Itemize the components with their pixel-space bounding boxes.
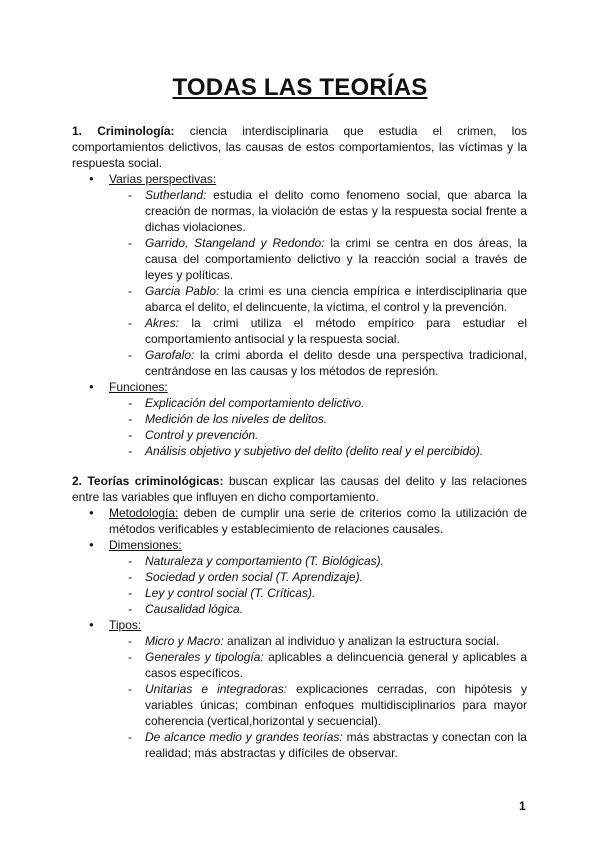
type-name: Unitarias e integradoras: <box>145 682 288 696</box>
methodology-label: Metodología: <box>109 506 179 520</box>
functions-list <box>109 395 527 459</box>
type-item <box>145 681 527 729</box>
types-item <box>109 617 527 761</box>
type-item <box>145 649 527 681</box>
perspectives-item <box>109 171 527 379</box>
page-title: TODAS LAS TEORÍAS <box>172 74 428 101</box>
perspective-author: Garcia Pablo: <box>145 284 220 298</box>
perspective-item <box>145 235 527 283</box>
perspective-item <box>145 187 527 235</box>
section-2-heading: 2. Teorías criminológicas: <box>72 474 224 488</box>
functions-label: Funciones: <box>109 380 168 394</box>
type-name: Generales y tipología: <box>145 650 264 664</box>
section-2-text: buscan explicar las causas del delito y las relaciones entre las variables que influyen en dicho comportamiento. <box>72 474 527 504</box>
dimension-item: - Causalidad lógica. <box>145 601 527 617</box>
perspectives-label: Varias perspectivas: <box>109 172 217 186</box>
perspective-text: la crimi aborda el delito desde una perspectiva tradicional, centrándose en las causas y los métodos de represión. <box>145 348 527 378</box>
function-item: - Explicación del comportamiento delictivo. <box>145 395 527 411</box>
type-text: aplicables a delincuencia general y aplicables a casos específicos. <box>145 650 527 680</box>
types-list <box>109 633 527 761</box>
dimensions-list <box>109 553 527 617</box>
function-item: - Medición de los niveles de delitos. <box>145 411 527 427</box>
page-number: 1 <box>519 799 526 813</box>
perspective-text: la crimi es una ciencia empírica e interdisciplinaria que abarca el delito, el delincuente, la víctima, el control y la prevención. <box>145 284 528 314</box>
section-1-paragraph <box>72 123 527 171</box>
perspective-author: Garrido, Stangeland y Redondo: <box>145 236 325 250</box>
type-text: más abstractas y conectan con la realidad; más abstractas y difíciles de observar. <box>145 730 527 760</box>
perspective-text: la crimi utiliza el método empírico para estudiar el comportamiento antisocial y la respuesta social. <box>145 316 527 346</box>
perspective-item <box>145 283 527 315</box>
function-item: - Control y prevención. <box>145 427 527 443</box>
dimensions-label: Dimensiones: <box>109 538 182 552</box>
perspective-author: Akres: <box>145 316 180 330</box>
methodology-text: deben de cumplir una serie de criterios como la utilización de métodos verificables y establecimiento de relaciones causales. <box>109 506 527 536</box>
types-label: Tipos: <box>109 618 142 632</box>
function-item: - Análisis objetivo y subjetivo del delito (delito real y el percibido). <box>145 443 527 459</box>
perspective-author: Sutherland: <box>145 188 207 202</box>
dimension-item: - Naturaleza y comportamiento (T. Biológicas). <box>145 553 527 569</box>
type-text: analizan al individuo y analizan la estructura social. <box>223 634 500 648</box>
type-text: explicaciones cerradas, con hipótesis y variables únicas; combinan enfoques multidisciplinarios para mayor coherencia (vertical,horizontal y secuencial). <box>145 682 527 728</box>
section-2-paragraph <box>72 473 527 505</box>
type-name: De alcance medio y grandes teorías: <box>145 730 343 744</box>
functions-item <box>109 379 527 459</box>
dimension-item: - Ley y control social (T. Críticas). <box>145 585 527 601</box>
section-1-text: ciencia interdisciplinaria que estudia el crimen, los comportamientos delictivos, las causas de estos comportamientos, las víctimas y la respuesta social. <box>72 124 527 170</box>
document-body <box>72 123 527 761</box>
perspective-author: Garofalo: <box>145 348 195 362</box>
dimension-item: - Sociedad y orden social (T. Aprendizaje). <box>145 569 527 585</box>
type-name: Micro y Macro: <box>145 634 224 648</box>
methodology-item <box>109 505 527 537</box>
section-2-bullets <box>72 505 527 761</box>
section-1-bullets <box>72 171 527 459</box>
type-item <box>145 729 527 761</box>
perspective-text: estudia el delito como fenomeno social, que abarca la creación de normas, la violación de estas y la respuesta social frente a dichas violaciones. <box>145 188 527 234</box>
dimensions-item <box>109 537 527 617</box>
type-item <box>145 633 527 649</box>
perspectives-list <box>109 187 527 379</box>
section-1-heading: 1. Criminología: <box>72 124 175 138</box>
perspective-item <box>145 315 527 347</box>
perspective-text: la crimi se centra en dos áreas, la causa del comportamiento delictivo y la reacción social a través de leyes y políticas. <box>145 236 527 282</box>
perspective-item <box>145 347 527 379</box>
